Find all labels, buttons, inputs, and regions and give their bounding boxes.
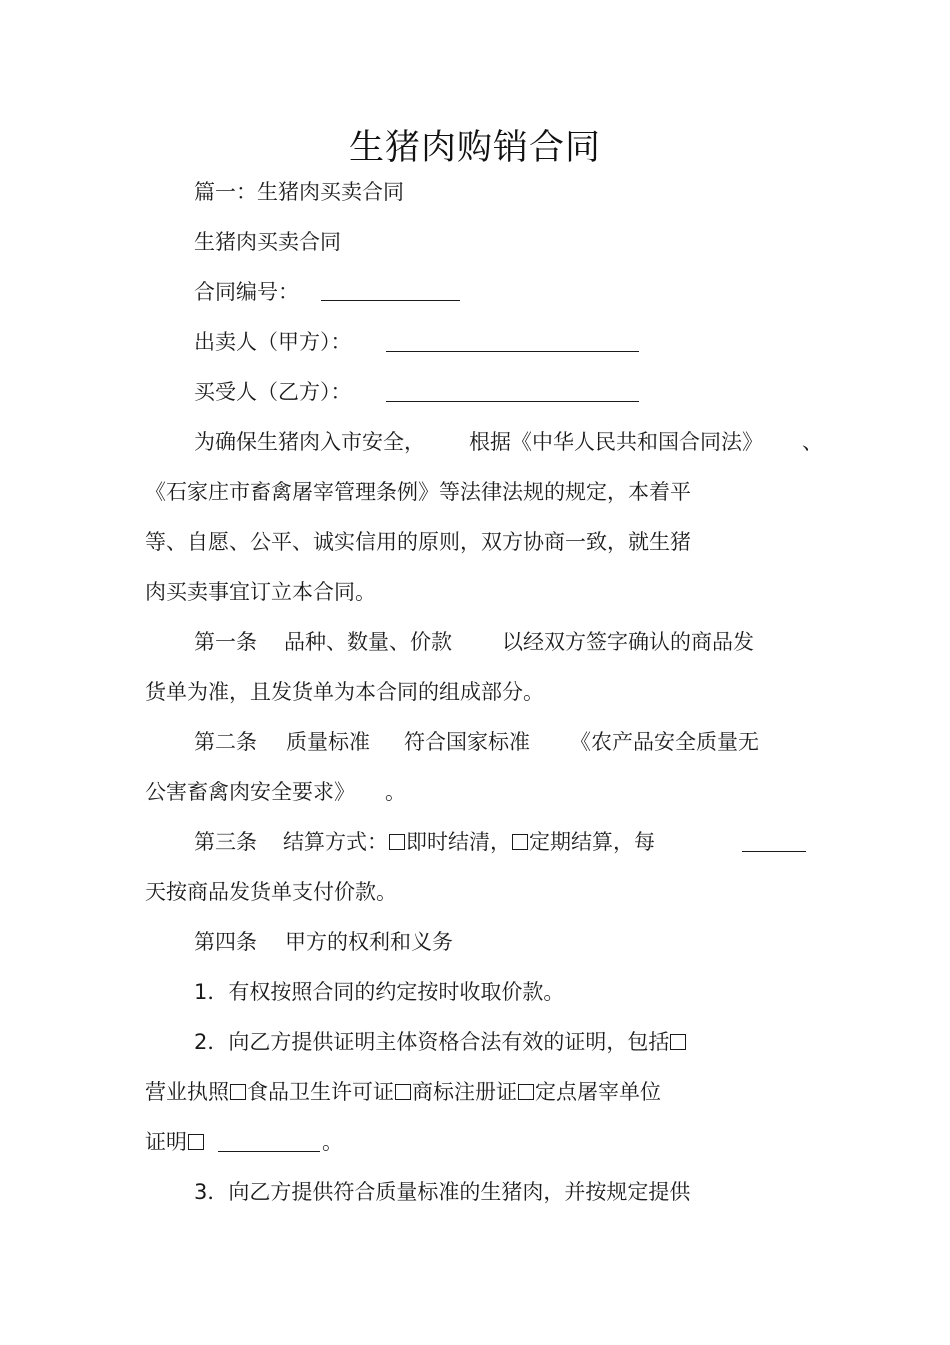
- article-3-line-2: 天按商品发货单支付价款。: [145, 880, 397, 904]
- article-2-standard: 《农产品安全质量无: [570, 730, 759, 754]
- contract-subtitle: 生猪肉买卖合同: [194, 230, 341, 254]
- article-1-line-2: 货单为准，且发货单为本合同的组成部分。: [145, 680, 544, 704]
- license-food-hygiene: 食品卫生许可证: [247, 1080, 394, 1104]
- article-4-item-2-line-2: [145, 1078, 661, 1106]
- article-1-number: 第一条: [194, 630, 257, 654]
- checkbox-icon: [518, 1084, 534, 1100]
- preamble-line-4: 肉买卖事宜订立本合同。: [145, 580, 376, 604]
- checkbox-icon: [188, 1134, 204, 1150]
- settlement-option-immediate: 即时结清，: [406, 830, 511, 854]
- article-2-line-2: 公害畜禽肉安全要求》: [145, 780, 355, 804]
- item-2-text: 2．向乙方提供证明主体资格合法有效的证明，包括: [194, 1030, 670, 1054]
- article-4-item-2-line-3: [145, 1128, 205, 1156]
- article-2-text: 符合国家标准: [404, 730, 530, 754]
- article-4-item-1: 1．有权按照合同的约定按时收取价款。: [194, 980, 565, 1004]
- article-2-number: 第二条: [194, 730, 257, 754]
- settlement-option-periodic: 定期结算，每: [529, 830, 655, 854]
- seller-label: 出卖人（甲方）：: [194, 330, 352, 354]
- item-2-end-mark: 。: [322, 1130, 343, 1154]
- checkbox-icon: [670, 1034, 686, 1050]
- preamble-line-2: 《石家庄市畜禽屠宰管理条例》等法律法规的规定，本着平: [145, 480, 691, 504]
- checkbox-icon: [230, 1084, 246, 1100]
- article-2-title: 质量标准: [286, 730, 370, 754]
- article-4-item-2-line-1: [194, 1028, 687, 1056]
- article-3-title: 结算方式：: [283, 830, 388, 854]
- buyer-blank: [386, 401, 639, 402]
- article-1-title: 品种、数量、价款: [284, 630, 452, 654]
- document-title: 生猪肉购销合同: [348, 128, 601, 168]
- article-3-settlement-line: [283, 828, 655, 856]
- article-1-text: 以经双方签字确认的商品发: [502, 630, 754, 654]
- seller-blank: [386, 351, 639, 352]
- preamble-line-1a: 为确保生猪肉入市安全，: [194, 430, 425, 454]
- checkbox-icon: [395, 1084, 411, 1100]
- license-trademark: 商标注册证: [412, 1080, 517, 1104]
- license-slaughter: 定点屠宰单位: [535, 1080, 661, 1104]
- article-3-number: 第三条: [194, 830, 257, 854]
- contract-number-label: 合同编号：: [194, 280, 299, 304]
- checkbox-icon: [389, 834, 405, 850]
- preamble-line-1b: 根据《中华人民共和国合同法》: [469, 430, 763, 454]
- section-heading: 篇一：生猪肉买卖合同: [194, 180, 404, 204]
- contract-number-blank: [321, 300, 460, 301]
- settlement-days-blank: [742, 851, 806, 852]
- buyer-label: 买受人（乙方）：: [194, 380, 352, 404]
- article-4-number: 第四条: [194, 930, 257, 954]
- checkbox-icon: [512, 834, 528, 850]
- other-certificate-blank: [218, 1151, 320, 1152]
- preamble-line-1c: 、: [802, 430, 823, 454]
- license-certificate: 证明: [145, 1130, 187, 1154]
- preamble-line-3: 等、自愿、公平、诚实信用的原则，双方协商一致，就生猪: [145, 530, 691, 554]
- license-business: 营业执照: [145, 1080, 229, 1104]
- article-4-item-3: 3．向乙方提供符合质量标准的生猪肉，并按规定提供: [194, 1180, 691, 1204]
- article-2-line-2-end: 。: [385, 780, 406, 804]
- article-4-title: 甲方的权利和义务: [285, 930, 453, 954]
